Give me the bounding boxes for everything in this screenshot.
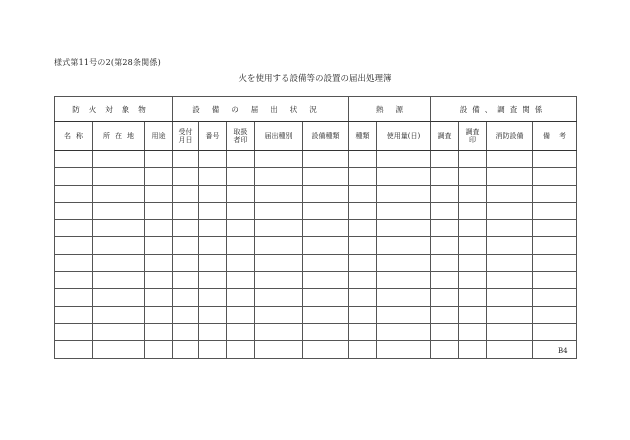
table-cell[interactable] <box>55 220 93 237</box>
table-cell[interactable] <box>227 272 255 289</box>
table-cell[interactable] <box>93 323 145 340</box>
table-cell[interactable] <box>303 289 349 306</box>
table-cell[interactable] <box>145 323 173 340</box>
table-cell[interactable] <box>459 168 487 185</box>
table-cell[interactable] <box>349 237 377 254</box>
col-header-address: 所在地 <box>93 122 145 151</box>
table-cell[interactable] <box>459 185 487 202</box>
table-cell[interactable] <box>199 289 227 306</box>
col-header-name: 名称 <box>55 122 93 151</box>
table-row <box>55 220 577 237</box>
table-cell[interactable] <box>377 202 431 219</box>
table-cell[interactable] <box>431 185 459 202</box>
table-row <box>55 306 577 323</box>
table-cell[interactable] <box>533 202 577 219</box>
table-cell[interactable] <box>533 254 577 271</box>
table-cell[interactable] <box>255 306 303 323</box>
table-cell[interactable] <box>303 220 349 237</box>
table-cell[interactable] <box>377 168 431 185</box>
table-cell[interactable] <box>145 341 173 358</box>
table-cell[interactable] <box>459 254 487 271</box>
table-cell[interactable] <box>173 306 199 323</box>
table-cell[interactable] <box>377 272 431 289</box>
table-cell[interactable] <box>173 289 199 306</box>
table-cell[interactable] <box>145 272 173 289</box>
table-cell[interactable] <box>349 202 377 219</box>
table-cell[interactable] <box>377 323 431 340</box>
table-cell[interactable] <box>431 341 459 358</box>
table-cell[interactable] <box>487 237 533 254</box>
table-cell[interactable] <box>55 202 93 219</box>
table-row <box>55 151 577 168</box>
table-cell[interactable] <box>255 202 303 219</box>
table-cell[interactable] <box>303 323 349 340</box>
table-cell[interactable] <box>349 341 377 358</box>
table-cell[interactable] <box>459 202 487 219</box>
table-cell[interactable] <box>227 341 255 358</box>
table-cell[interactable] <box>255 323 303 340</box>
col-header-survey: 調査 <box>431 122 459 151</box>
table-cell[interactable] <box>173 237 199 254</box>
table-cell[interactable] <box>55 168 93 185</box>
table-cell[interactable] <box>431 289 459 306</box>
table-cell[interactable] <box>431 323 459 340</box>
table-cell[interactable] <box>431 220 459 237</box>
table-cell[interactable] <box>459 341 487 358</box>
table-cell[interactable] <box>487 202 533 219</box>
table-cell[interactable] <box>255 254 303 271</box>
table-cell[interactable] <box>349 323 377 340</box>
table-cell[interactable] <box>459 237 487 254</box>
table-cell[interactable] <box>55 323 93 340</box>
table-cell[interactable] <box>431 306 459 323</box>
table-cell[interactable] <box>377 237 431 254</box>
table-cell[interactable] <box>377 289 431 306</box>
table-cell[interactable] <box>459 220 487 237</box>
table-cell[interactable] <box>349 306 377 323</box>
table-row <box>55 289 577 306</box>
table-cell[interactable] <box>303 306 349 323</box>
table-cell[interactable] <box>173 185 199 202</box>
table-cell[interactable] <box>93 289 145 306</box>
table-cell[interactable] <box>303 151 349 168</box>
table-cell[interactable] <box>303 272 349 289</box>
table-cell[interactable] <box>145 220 173 237</box>
table-cell[interactable] <box>349 254 377 271</box>
table-cell[interactable] <box>533 151 577 168</box>
table-cell[interactable] <box>93 220 145 237</box>
table-cell[interactable] <box>533 272 577 289</box>
table-cell[interactable] <box>145 306 173 323</box>
group-header-survey: 設備、調査関係 <box>431 97 577 122</box>
table-cell[interactable] <box>533 220 577 237</box>
table-cell[interactable] <box>349 151 377 168</box>
form-number-label: 様式第11号の2(第28条関係) <box>54 58 161 67</box>
table-cell[interactable] <box>227 254 255 271</box>
table-cell[interactable] <box>173 220 199 237</box>
table-cell[interactable] <box>199 323 227 340</box>
table-row <box>55 202 577 219</box>
table-cell[interactable] <box>93 237 145 254</box>
table-cell[interactable] <box>227 151 255 168</box>
table-cell[interactable] <box>487 254 533 271</box>
table-cell[interactable] <box>93 254 145 271</box>
table-row <box>55 323 577 340</box>
table-cell[interactable] <box>303 254 349 271</box>
table-cell[interactable] <box>533 323 577 340</box>
table-cell[interactable] <box>533 168 577 185</box>
table-cell[interactable] <box>145 289 173 306</box>
table-cell[interactable] <box>349 168 377 185</box>
table-cell[interactable] <box>199 254 227 271</box>
table-cell[interactable] <box>93 202 145 219</box>
table-cell[interactable] <box>173 202 199 219</box>
table-cell[interactable] <box>533 237 577 254</box>
col-header-use: 用途 <box>145 122 173 151</box>
col-header-number: 番号 <box>199 122 227 151</box>
table-cell[interactable] <box>199 202 227 219</box>
table-cell[interactable] <box>431 272 459 289</box>
table-cell[interactable] <box>255 341 303 358</box>
table-cell[interactable] <box>377 185 431 202</box>
table-cell[interactable] <box>199 306 227 323</box>
table-cell[interactable] <box>255 168 303 185</box>
table-cell[interactable] <box>487 289 533 306</box>
table-cell[interactable] <box>303 168 349 185</box>
table-cell[interactable] <box>199 237 227 254</box>
table-cell[interactable] <box>55 185 93 202</box>
col-header-handler-seal: 取扱 者印 <box>227 122 255 151</box>
table-cell[interactable] <box>227 168 255 185</box>
paper-size-code: B4 <box>558 347 568 355</box>
table-cell[interactable] <box>55 306 93 323</box>
table-row <box>55 341 577 358</box>
table-cell[interactable] <box>255 289 303 306</box>
table-cell[interactable] <box>431 254 459 271</box>
table-cell[interactable] <box>55 237 93 254</box>
table-cell[interactable] <box>255 272 303 289</box>
table-cell[interactable] <box>55 341 93 358</box>
table-row <box>55 237 577 254</box>
table-cell[interactable] <box>227 185 255 202</box>
table-cell[interactable] <box>255 151 303 168</box>
table-cell[interactable] <box>487 323 533 340</box>
table-cell[interactable] <box>303 185 349 202</box>
table-cell[interactable] <box>349 289 377 306</box>
table-cell[interactable] <box>349 185 377 202</box>
table-cell[interactable] <box>487 272 533 289</box>
col-header-remarks: 備考 <box>533 122 577 151</box>
table-cell[interactable] <box>173 168 199 185</box>
table-cell[interactable] <box>173 272 199 289</box>
col-header-fire-equipment: 消防設備 <box>487 122 533 151</box>
col-header-equipment-type: 設備種類 <box>303 122 349 151</box>
table-cell[interactable] <box>459 151 487 168</box>
table-cell[interactable] <box>431 237 459 254</box>
table-cell[interactable] <box>173 254 199 271</box>
table-cell[interactable] <box>227 289 255 306</box>
table-cell[interactable] <box>303 341 349 358</box>
table-cell[interactable] <box>349 272 377 289</box>
table-cell[interactable] <box>487 220 533 237</box>
table-cell[interactable] <box>199 168 227 185</box>
table-cell[interactable] <box>303 237 349 254</box>
table-cell[interactable] <box>173 341 199 358</box>
table-cell[interactable] <box>145 185 173 202</box>
table-cell[interactable] <box>377 151 431 168</box>
table-cell[interactable] <box>55 289 93 306</box>
table-cell[interactable] <box>255 237 303 254</box>
col-header-survey-seal: 調査 印 <box>459 122 487 151</box>
table-cell[interactable] <box>459 289 487 306</box>
table-cell[interactable] <box>255 185 303 202</box>
table-cell[interactable] <box>227 220 255 237</box>
table-cell[interactable] <box>55 272 93 289</box>
table-cell[interactable] <box>55 151 93 168</box>
table-cell[interactable] <box>227 202 255 219</box>
table-cell[interactable] <box>459 272 487 289</box>
table-cell[interactable] <box>459 323 487 340</box>
col-header-usage-per-day: 使用量(日) <box>377 122 431 151</box>
group-header-row <box>55 97 577 122</box>
table-cell[interactable] <box>227 323 255 340</box>
table-cell[interactable] <box>93 272 145 289</box>
document-title: 火を使用する設備等の設置の届出処理簿 <box>238 74 392 84</box>
table-cell[interactable] <box>145 151 173 168</box>
table-cell[interactable] <box>533 341 577 358</box>
table-cell[interactable] <box>199 220 227 237</box>
table-cell[interactable] <box>93 185 145 202</box>
table-cell[interactable] <box>533 306 577 323</box>
table-row <box>55 168 577 185</box>
table-body <box>55 151 577 359</box>
table-cell[interactable] <box>431 202 459 219</box>
table-cell[interactable] <box>55 254 93 271</box>
col-header-fuel-type: 種類 <box>349 122 377 151</box>
group-header-property: 防火対象物 <box>55 97 173 122</box>
table-cell[interactable] <box>199 151 227 168</box>
table-cell[interactable] <box>459 306 487 323</box>
column-header-row <box>55 122 577 151</box>
table-cell[interactable] <box>255 220 303 237</box>
table-cell[interactable] <box>199 272 227 289</box>
table-cell[interactable] <box>227 306 255 323</box>
table-cell[interactable] <box>145 202 173 219</box>
table-cell[interactable] <box>145 254 173 271</box>
table-cell[interactable] <box>431 168 459 185</box>
table-cell[interactable] <box>431 151 459 168</box>
table-row <box>55 254 577 271</box>
table-cell[interactable] <box>533 289 577 306</box>
table-cell[interactable] <box>227 237 255 254</box>
table-cell[interactable] <box>303 202 349 219</box>
table-cell[interactable] <box>377 254 431 271</box>
col-header-filing-type: 届出種別 <box>255 122 303 151</box>
table-cell[interactable] <box>173 323 199 340</box>
table-cell[interactable] <box>487 306 533 323</box>
table-cell[interactable] <box>377 220 431 237</box>
table-cell[interactable] <box>199 341 227 358</box>
table-row <box>55 272 577 289</box>
table-cell[interactable] <box>145 237 173 254</box>
table-cell[interactable] <box>173 151 199 168</box>
table-cell[interactable] <box>377 306 431 323</box>
table-cell[interactable] <box>199 185 227 202</box>
table-cell[interactable] <box>533 185 577 202</box>
table-cell[interactable] <box>487 341 533 358</box>
table-cell[interactable] <box>93 306 145 323</box>
table-cell[interactable] <box>145 168 173 185</box>
group-header-heat-source: 熱源 <box>349 97 431 122</box>
table-cell[interactable] <box>93 341 145 358</box>
table-cell[interactable] <box>377 341 431 358</box>
table-cell[interactable] <box>349 220 377 237</box>
table-cell[interactable] <box>487 168 533 185</box>
table-cell[interactable] <box>487 151 533 168</box>
col-header-received-date: 受付 月日 <box>173 122 199 151</box>
table-cell[interactable] <box>93 151 145 168</box>
table-cell[interactable] <box>487 185 533 202</box>
group-header-filing-status: 設備の届出状況 <box>173 97 349 122</box>
table-row <box>55 185 577 202</box>
table-cell[interactable] <box>93 168 145 185</box>
registry-table <box>54 96 577 359</box>
